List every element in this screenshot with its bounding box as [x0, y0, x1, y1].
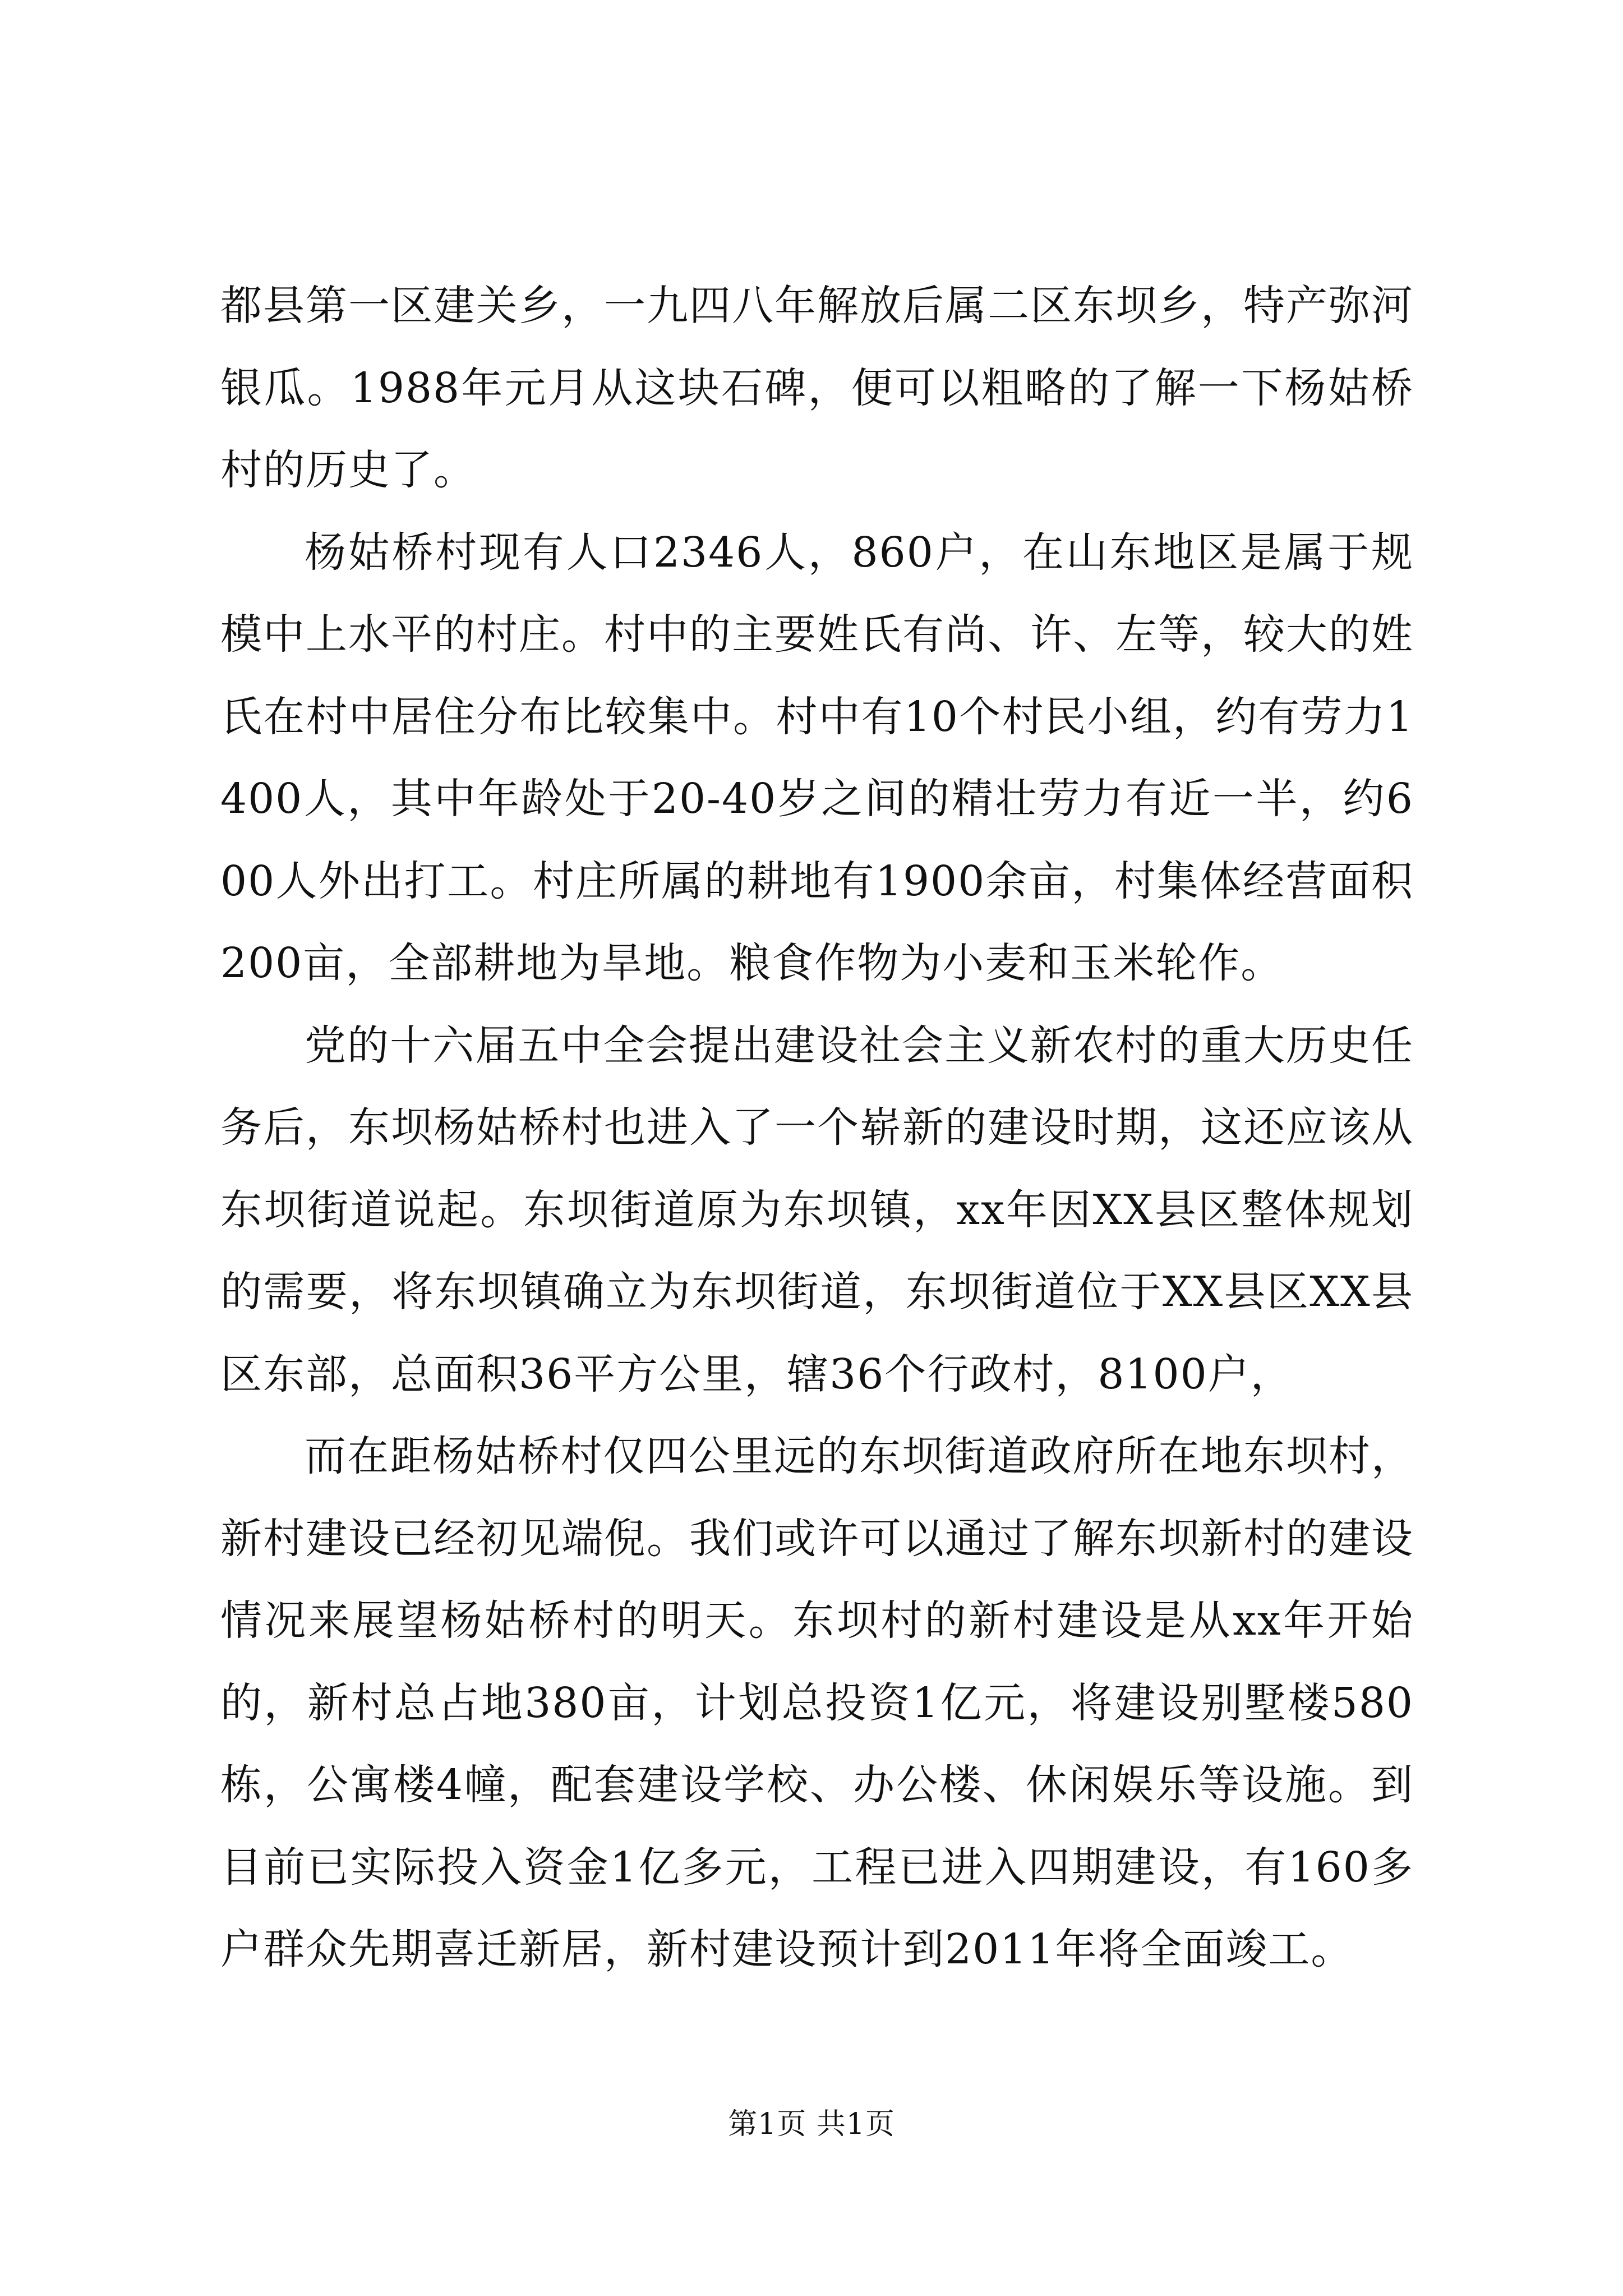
paragraph-2: 杨姑桥村现有人口2346人，860户，在山东地区是属于规模中上水平的村庄。村中的主要姓氏有尚、许、左等，较大的姓氏在村中居住分布比较集中。村中有10个村民小组，约有劳力1400人，其中年龄处于20-40岁之间的精壮劳力有近一半，约600人外出打工。村庄所属的耕地有1900余亩，村集体经营面积200亩，全部耕地为旱地。粮食作物为小麦和玉米轮作。: [220, 528, 1414, 987]
document-body: [220, 265, 1414, 1991]
page-number-footer: 第1页 共1页: [728, 2108, 895, 2141]
paragraph-3: 党的十六届五中全会提出建设社会主义新农村的重大历史任务后，东坝杨姑桥村也进入了一个崭新的建设时期，这还应该从东坝街道说起。东坝街道原为东坝镇，xx年因XX县区整体规划的需要，将东坝镇确立为东坝街道，东坝街道位于XX县区XX县区东部，总面积36平方公里，辖36个行政村，8100户，: [220, 1021, 1414, 1398]
paragraph-1: 都县第一区建关乡，一九四八年解放后属二区东坝乡，特产弥河银瓜。1988年元月从这块石碑，便可以粗略的了解一下杨姑桥村的历史了。: [220, 282, 1414, 494]
paragraph-4: 而在距杨姑桥村仅四公里远的东坝街道政府所在地东坝村，新村建设已经初见端倪。我们或许可以通过了解东坝新村的建设情况来展望杨姑桥村的明天。东坝村的新村建设是从xx年开始的，新村总占地380亩，计划总投资1亿元，将建设别墅楼580栋，公寓楼4幢，配套建设学校、办公楼、休闲娱乐等设施。到目前已实际投入资金1亿多元，工程已进入四期建设，有160多户群众先期喜迁新居，新村建设预计到2011年将全面竣工。: [220, 1432, 1414, 1973]
